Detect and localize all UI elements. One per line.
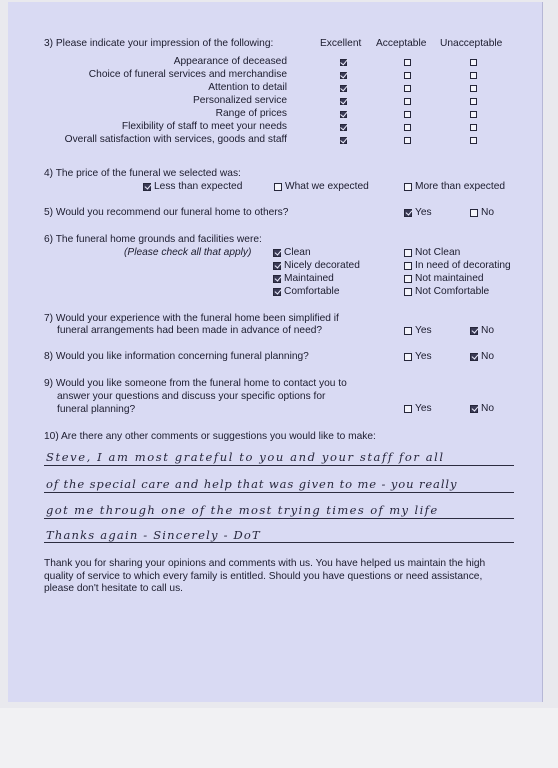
q6-positive-label: Clean: [284, 247, 311, 258]
q9-yes-checkbox[interactable]: [404, 405, 412, 413]
page-margin-strip: [0, 708, 558, 768]
q8-no-checkbox[interactable]: [470, 353, 478, 361]
q6-negative-label: Not maintained: [415, 273, 484, 284]
q5-yes-checkbox[interactable]: [404, 209, 412, 217]
q3-row-label: Overall satisfaction with services, goods and staff: [64, 134, 287, 145]
q5-yes-label: Yes: [415, 207, 432, 218]
q6-negative-checkbox[interactable]: [404, 275, 412, 283]
closing-message: Thank you for sharing your opinions and comments with us. You have helped us maintain the high quality of service to which every family is entitled. Should you have questions or need assistance, please don't hesitate to call us.: [44, 558, 486, 595]
q6-negative-checkbox[interactable]: [404, 249, 412, 257]
q3-row-label: Range of prices: [215, 108, 287, 119]
q6-positive-checkbox[interactable]: [273, 262, 281, 270]
q6-negative-label: Not Comfortable: [415, 286, 490, 297]
q3-col-excellent: Excellent: [320, 38, 362, 49]
q3-excellent-checkbox[interactable]: [340, 59, 347, 66]
q10-question: 10) Are there any other comments or suggestions you would like to make:: [44, 431, 376, 442]
q6-negative-checkbox[interactable]: [404, 288, 412, 296]
q7-question-line2: funeral arrangements had been made in advance of need?: [57, 325, 323, 336]
q7-no-checkbox[interactable]: [470, 327, 478, 335]
q5-question: 5) Would you recommend our funeral home to others?: [44, 207, 289, 218]
q9-question-line1: 9) Would you like someone from the funeral home to contact you to: [44, 378, 347, 389]
q6-negative-checkbox[interactable]: [404, 262, 412, 270]
q3-row-label: Personalized service: [193, 95, 287, 106]
q4-less-checkbox[interactable]: [143, 183, 151, 191]
q6-positive-checkbox[interactable]: [273, 275, 281, 283]
q6-question: 6) The funeral home grounds and facilities were:: [44, 234, 262, 245]
q3-acceptable-checkbox[interactable]: [404, 85, 411, 92]
q3-acceptable-checkbox[interactable]: [404, 124, 411, 131]
q4-more-checkbox[interactable]: [404, 183, 412, 191]
q5-no-label: No: [481, 207, 495, 218]
q3-row-label: Appearance of deceased: [173, 56, 287, 67]
q3-acceptable-checkbox[interactable]: [404, 98, 411, 105]
q3-unacceptable-checkbox[interactable]: [470, 124, 477, 131]
q9-yes-label: Yes: [415, 403, 432, 414]
q6-instruction: (Please check all that apply): [124, 247, 252, 258]
q9-question-line2: answer your questions and discuss your specific options for: [57, 391, 326, 402]
q3-row-label: Flexibility of staff to meet your needs: [121, 121, 287, 132]
handwritten-comment-line-3: got me through one of the most trying times of my life: [46, 503, 439, 517]
q3-excellent-checkbox[interactable]: [340, 72, 347, 79]
q3-unacceptable-checkbox[interactable]: [470, 98, 477, 105]
handwritten-comment-line-1: Steve, I am most grateful to you and your staff for all: [46, 450, 445, 464]
q7-no-label: No: [481, 325, 495, 336]
q9-question-line3: funeral planning?: [57, 404, 136, 415]
q3-question: 3) Please indicate your impression of the following:: [44, 38, 274, 49]
q6-positive-label: Maintained: [284, 273, 334, 284]
q8-question: 8) Would you like information concerning funeral planning?: [44, 351, 309, 362]
q6-positive-checkbox[interactable]: [273, 249, 281, 257]
comment-line-3: [44, 518, 514, 519]
q4-what-label: What we expected: [285, 181, 369, 192]
q3-acceptable-checkbox[interactable]: [404, 59, 411, 66]
q7-question-line1: 7) Would your experience with the funeral home been simplified if: [44, 313, 339, 324]
q3-row-label: Choice of funeral services and merchandise: [88, 69, 287, 80]
q3-acceptable-checkbox[interactable]: [404, 137, 411, 144]
q3-acceptable-checkbox[interactable]: [404, 72, 411, 79]
q6-positive-label: Comfortable: [284, 286, 340, 297]
q3-excellent-checkbox[interactable]: [340, 111, 347, 118]
q3-excellent-checkbox[interactable]: [340, 137, 347, 144]
q3-col-unacceptable: Unacceptable: [440, 38, 503, 49]
q6-positive-label: Nicely decorated: [284, 260, 360, 271]
q9-no-label: No: [481, 403, 495, 414]
q3-unacceptable-checkbox[interactable]: [470, 59, 477, 66]
q3-row-label: Attention to detail: [208, 82, 287, 93]
q6-negative-label: Not Clean: [415, 247, 461, 258]
q4-what-checkbox[interactable]: [274, 183, 282, 191]
q3-unacceptable-checkbox[interactable]: [470, 111, 477, 118]
q6-negative-label: In need of decorating: [415, 260, 511, 271]
q3-excellent-checkbox[interactable]: [340, 85, 347, 92]
q4-question: 4) The price of the funeral we selected was:: [44, 168, 241, 179]
q3-unacceptable-checkbox[interactable]: [470, 72, 477, 79]
q3-col-acceptable: Acceptable: [376, 38, 427, 49]
q4-more-label: More than expected: [415, 181, 506, 192]
q9-no-checkbox[interactable]: [470, 405, 478, 413]
q8-no-label: No: [481, 351, 495, 362]
q7-yes-label: Yes: [415, 325, 432, 336]
q7-yes-checkbox[interactable]: [404, 327, 412, 335]
q5-no-checkbox[interactable]: [470, 209, 478, 217]
q3-acceptable-checkbox[interactable]: [404, 111, 411, 118]
comment-line-4: [44, 542, 514, 543]
q3-excellent-checkbox[interactable]: [340, 98, 347, 105]
handwritten-comment-line-4: Thanks again - Sincerely - DoT: [46, 528, 261, 542]
comment-line-1: [44, 465, 514, 466]
comment-line-2: [44, 492, 514, 493]
q8-yes-checkbox[interactable]: [404, 353, 412, 361]
q3-excellent-checkbox[interactable]: [340, 124, 347, 131]
q4-less-label: Less than expected: [154, 181, 243, 192]
q3-unacceptable-checkbox[interactable]: [470, 85, 477, 92]
handwritten-comment-line-2: of the special care and help that was given to me - you really: [46, 477, 458, 491]
q6-positive-checkbox[interactable]: [273, 288, 281, 296]
q3-unacceptable-checkbox[interactable]: [470, 137, 477, 144]
q8-yes-label: Yes: [415, 351, 432, 362]
